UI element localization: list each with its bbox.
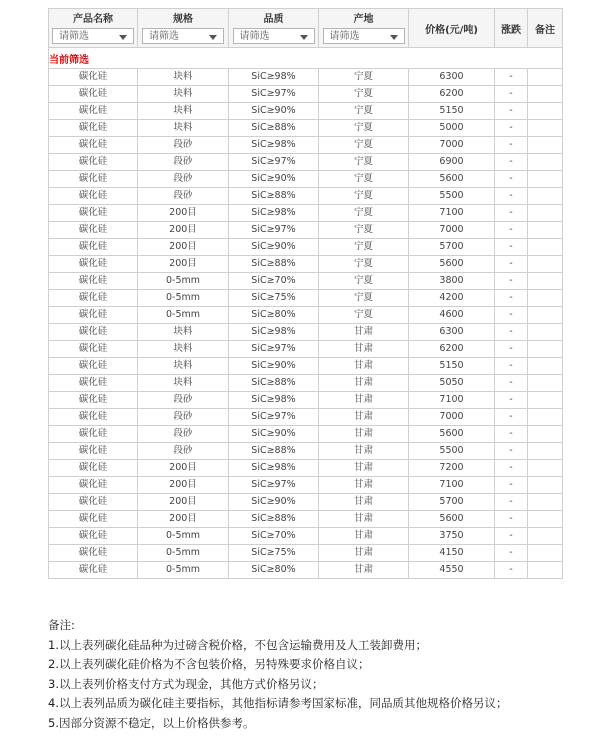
cell-quality: SiC≥90%: [229, 358, 319, 375]
cell-change: -: [495, 443, 528, 460]
cell-product: 碳化硅: [49, 409, 138, 426]
cell-quality: SiC≥90%: [229, 239, 319, 256]
cell-quality: SiC≥70%: [229, 528, 319, 545]
cell-price: 7100: [409, 392, 495, 409]
cell-spec: 块料: [138, 324, 229, 341]
table-row: [49, 494, 563, 511]
cell-origin: 宁夏: [319, 273, 409, 290]
cell-remark: [528, 222, 563, 239]
table-row: [49, 103, 563, 120]
cell-change: -: [495, 477, 528, 494]
cell-remark: [528, 69, 563, 86]
cell-change: -: [495, 69, 528, 86]
cell-origin: 甘肃: [319, 460, 409, 477]
cell-origin: 宁夏: [319, 290, 409, 307]
cell-price: 4150: [409, 545, 495, 562]
cell-product: 碳化硅: [49, 86, 138, 103]
cell-price: 4200: [409, 290, 495, 307]
cell-price: 4600: [409, 307, 495, 324]
header-product: [49, 9, 138, 48]
filter-origin-select[interactable]: [323, 28, 405, 44]
cell-quality: SiC≥88%: [229, 443, 319, 460]
cell-remark: [528, 375, 563, 392]
table-row: [49, 205, 563, 222]
cell-origin: 甘肃: [319, 324, 409, 341]
cell-change: -: [495, 188, 528, 205]
cell-price: 7000: [409, 137, 495, 154]
filter-origin-value: 请筛选: [329, 30, 360, 42]
cell-remark: [528, 545, 563, 562]
cell-origin: 宁夏: [319, 154, 409, 171]
cell-product: 碳化硅: [49, 290, 138, 307]
header-quality-label: 品质: [263, 13, 284, 25]
cell-remark: [528, 103, 563, 120]
cell-product: 碳化硅: [49, 69, 138, 86]
cell-quality: SiC≥97%: [229, 409, 319, 426]
cell-spec: 200目: [138, 460, 229, 477]
chevron-down-icon: [209, 35, 217, 40]
cell-quality: SiC≥97%: [229, 477, 319, 494]
cell-remark: [528, 562, 563, 579]
cell-spec: 块料: [138, 69, 229, 86]
cell-change: -: [495, 341, 528, 358]
cell-spec: 200目: [138, 494, 229, 511]
cell-quality: SiC≥97%: [229, 154, 319, 171]
cell-origin: 甘肃: [319, 511, 409, 528]
cell-spec: 段砂: [138, 426, 229, 443]
cell-spec: 0-5mm: [138, 528, 229, 545]
cell-quality: SiC≥98%: [229, 324, 319, 341]
table-row: [49, 392, 563, 409]
cell-spec: 200目: [138, 511, 229, 528]
cell-product: 碳化硅: [49, 562, 138, 579]
cell-spec: 200目: [138, 205, 229, 222]
table-row: [49, 154, 563, 171]
cell-remark: [528, 188, 563, 205]
table-row: [49, 307, 563, 324]
cell-change: -: [495, 205, 528, 222]
cell-change: -: [495, 358, 528, 375]
note-item: 3.以上表列价格支付方式为现金，其他方式价格另议；: [48, 676, 324, 691]
table-row: [49, 273, 563, 290]
cell-price: 6900: [409, 154, 495, 171]
notes-title: 备注:: [48, 618, 75, 632]
cell-change: -: [495, 103, 528, 120]
cell-product: 碳化硅: [49, 205, 138, 222]
cell-origin: 甘肃: [319, 528, 409, 545]
cell-change: -: [495, 494, 528, 511]
table-row: [49, 239, 563, 256]
cell-quality: SiC≥80%: [229, 307, 319, 324]
cell-spec: 块料: [138, 358, 229, 375]
cell-spec: 块料: [138, 375, 229, 392]
filter-spec-select[interactable]: [142, 28, 224, 44]
cell-remark: [528, 324, 563, 341]
cell-change: -: [495, 511, 528, 528]
cell-quality: SiC≥88%: [229, 188, 319, 205]
table-row: [49, 290, 563, 307]
header-spec: [138, 9, 229, 48]
table-row: [49, 528, 563, 545]
table-row: [49, 511, 563, 528]
cell-product: 碳化硅: [49, 426, 138, 443]
cell-quality: SiC≥80%: [229, 562, 319, 579]
cell-spec: 0-5mm: [138, 545, 229, 562]
current-filter-label: 当前筛选: [49, 48, 563, 69]
cell-product: 碳化硅: [49, 392, 138, 409]
cell-product: 碳化硅: [49, 545, 138, 562]
table-row: [49, 69, 563, 86]
cell-change: -: [495, 460, 528, 477]
cell-product: 碳化硅: [49, 324, 138, 341]
cell-spec: 段砂: [138, 154, 229, 171]
cell-remark: [528, 137, 563, 154]
cell-product: 碳化硅: [49, 307, 138, 324]
table-row: [49, 171, 563, 188]
cell-change: -: [495, 409, 528, 426]
cell-quality: SiC≥98%: [229, 205, 319, 222]
cell-remark: [528, 443, 563, 460]
table-row: [49, 562, 563, 579]
cell-quality: SiC≥88%: [229, 375, 319, 392]
cell-product: 碳化硅: [49, 222, 138, 239]
table-row: [49, 545, 563, 562]
cell-spec: 0-5mm: [138, 307, 229, 324]
cell-origin: 甘肃: [319, 426, 409, 443]
cell-spec: 块料: [138, 86, 229, 103]
table-row: [49, 341, 563, 358]
cell-change: -: [495, 307, 528, 324]
table-row: [49, 375, 563, 392]
cell-quality: SiC≥75%: [229, 290, 319, 307]
cell-spec: 200目: [138, 256, 229, 273]
cell-price: 6200: [409, 341, 495, 358]
cell-remark: [528, 426, 563, 443]
cell-product: 碳化硅: [49, 188, 138, 205]
cell-quality: SiC≥97%: [229, 86, 319, 103]
cell-spec: 0-5mm: [138, 273, 229, 290]
cell-origin: 宁夏: [319, 239, 409, 256]
cell-remark: [528, 239, 563, 256]
cell-origin: 甘肃: [319, 392, 409, 409]
cell-remark: [528, 154, 563, 171]
cell-price: 6300: [409, 324, 495, 341]
cell-product: 碳化硅: [49, 494, 138, 511]
cell-spec: 0-5mm: [138, 290, 229, 307]
cell-remark: [528, 290, 563, 307]
cell-origin: 甘肃: [319, 494, 409, 511]
filter-quality-value: 请筛选: [239, 30, 270, 42]
cell-origin: 甘肃: [319, 545, 409, 562]
cell-quality: SiC≥90%: [229, 494, 319, 511]
cell-origin: 宁夏: [319, 188, 409, 205]
cell-change: -: [495, 222, 528, 239]
note-item: 2.以上表列碳化硅价格为不含包装价格，另特殊要求价格自议；: [48, 657, 370, 671]
cell-price: 4550: [409, 562, 495, 579]
cell-origin: 宁夏: [319, 86, 409, 103]
cell-quality: SiC≥98%: [229, 460, 319, 477]
header-change: 涨跌: [495, 9, 528, 48]
cell-change: -: [495, 290, 528, 307]
cell-price: 5000: [409, 120, 495, 137]
cell-remark: [528, 511, 563, 528]
table-row: [49, 256, 563, 273]
cell-product: 碳化硅: [49, 154, 138, 171]
cell-quality: SiC≥90%: [229, 171, 319, 188]
cell-change: -: [495, 154, 528, 171]
table-row: [49, 222, 563, 239]
cell-spec: 段砂: [138, 409, 229, 426]
cell-origin: 甘肃: [319, 443, 409, 460]
cell-price: 5150: [409, 103, 495, 120]
cell-price: 5150: [409, 358, 495, 375]
cell-change: -: [495, 171, 528, 188]
cell-remark: [528, 392, 563, 409]
cell-product: 碳化硅: [49, 375, 138, 392]
table-row: [49, 426, 563, 443]
cell-change: -: [495, 545, 528, 562]
cell-spec: 段砂: [138, 443, 229, 460]
cell-spec: 块料: [138, 103, 229, 120]
filter-quality-select[interactable]: [233, 28, 315, 44]
chevron-down-icon: [300, 35, 308, 40]
filter-spec-value: 请筛选: [149, 30, 179, 42]
cell-price: 7000: [409, 222, 495, 239]
cell-remark: [528, 528, 563, 545]
cell-product: 碳化硅: [49, 239, 138, 256]
table-row: [49, 120, 563, 137]
cell-change: -: [495, 324, 528, 341]
cell-spec: 200目: [138, 477, 229, 494]
cell-origin: 宁夏: [319, 307, 409, 324]
cell-spec: 200目: [138, 222, 229, 239]
cell-quality: SiC≥98%: [229, 137, 319, 154]
cell-origin: 甘肃: [319, 477, 409, 494]
table-header-row: [49, 9, 563, 48]
cell-price: 6200: [409, 86, 495, 103]
cell-quality: SiC≥88%: [229, 511, 319, 528]
cell-change: -: [495, 392, 528, 409]
cell-product: 碳化硅: [49, 273, 138, 290]
table-row: [49, 137, 563, 154]
cell-spec: 段砂: [138, 188, 229, 205]
table-row: [49, 86, 563, 103]
header-product-label: 产品名称: [73, 13, 113, 25]
cell-spec: 块料: [138, 120, 229, 137]
cell-origin: 甘肃: [319, 341, 409, 358]
cell-remark: [528, 409, 563, 426]
cell-price: 3750: [409, 528, 495, 545]
table-row: [49, 324, 563, 341]
cell-price: 7100: [409, 477, 495, 494]
cell-origin: 宁夏: [319, 137, 409, 154]
notes-list: [48, 636, 564, 734]
cell-quality: SiC≥90%: [229, 426, 319, 443]
cell-spec: 段砂: [138, 392, 229, 409]
cell-spec: 块料: [138, 341, 229, 358]
cell-remark: [528, 494, 563, 511]
cell-product: 碳化硅: [49, 120, 138, 137]
cell-price: 5500: [409, 188, 495, 205]
cell-quality: SiC≥88%: [229, 256, 319, 273]
cell-origin: 宁夏: [319, 103, 409, 120]
cell-product: 碳化硅: [49, 511, 138, 528]
cell-remark: [528, 205, 563, 222]
cell-price: 5600: [409, 256, 495, 273]
cell-product: 碳化硅: [49, 528, 138, 545]
table-row: [49, 358, 563, 375]
header-quality: [229, 9, 319, 48]
note-item: 1.以上表列碳化硅品种为过磅含税价格，不包含运输费用及人工装卸费用；: [48, 637, 427, 652]
cell-remark: [528, 477, 563, 494]
cell-change: -: [495, 273, 528, 290]
cell-remark: [528, 307, 563, 324]
cell-change: -: [495, 375, 528, 392]
cell-price: 7000: [409, 409, 495, 426]
cell-product: 碳化硅: [49, 103, 138, 120]
cell-origin: 宁夏: [319, 205, 409, 222]
price-table: [48, 8, 563, 579]
cell-price: 7100: [409, 205, 495, 222]
cell-quality: SiC≥97%: [229, 222, 319, 239]
cell-price: 5700: [409, 494, 495, 511]
chevron-down-icon: [119, 35, 127, 40]
cell-remark: [528, 273, 563, 290]
cell-change: -: [495, 528, 528, 545]
table-row: [49, 409, 563, 426]
cell-price: 5050: [409, 375, 495, 392]
cell-product: 碳化硅: [49, 358, 138, 375]
cell-change: -: [495, 562, 528, 579]
header-spec-label: 规格: [173, 13, 193, 25]
table-row: [49, 460, 563, 477]
cell-change: -: [495, 86, 528, 103]
cell-origin: 宁夏: [319, 69, 409, 86]
cell-origin: 甘肃: [319, 358, 409, 375]
cell-spec: 段砂: [138, 137, 229, 154]
cell-spec: 0-5mm: [138, 562, 229, 579]
cell-remark: [528, 86, 563, 103]
cell-quality: SiC≥75%: [229, 545, 319, 562]
note-item: 4.以上表列品质为碳化硅主要指标，其他指标请参考国家标准，同品质其他规格价格另议；: [48, 696, 508, 710]
cell-price: 6300: [409, 69, 495, 86]
cell-quality: SiC≥90%: [229, 103, 319, 120]
cell-price: 5700: [409, 239, 495, 256]
cell-change: -: [495, 137, 528, 154]
cell-spec: 200目: [138, 239, 229, 256]
cell-product: 碳化硅: [49, 341, 138, 358]
table-row: [49, 188, 563, 205]
cell-product: 碳化硅: [49, 171, 138, 188]
filter-product-select[interactable]: [52, 28, 134, 44]
cell-origin: 甘肃: [319, 409, 409, 426]
cell-remark: [528, 171, 563, 188]
cell-change: -: [495, 239, 528, 256]
cell-quality: SiC≥97%: [229, 341, 319, 358]
cell-remark: [528, 341, 563, 358]
cell-quality: SiC≥98%: [229, 69, 319, 86]
cell-product: 碳化硅: [49, 460, 138, 477]
cell-price: 7200: [409, 460, 495, 477]
table-row: [49, 443, 563, 460]
cell-product: 碳化硅: [49, 477, 138, 494]
cell-origin: 宁夏: [319, 256, 409, 273]
cell-quality: SiC≥70%: [229, 273, 319, 290]
cell-product: 碳化硅: [49, 137, 138, 154]
cell-origin: 宁夏: [319, 171, 409, 188]
cell-quality: SiC≥98%: [229, 392, 319, 409]
cell-remark: [528, 358, 563, 375]
cell-origin: 甘肃: [319, 562, 409, 579]
cell-remark: [528, 460, 563, 477]
header-price: 价格(元/吨): [409, 9, 495, 48]
header-remark: 备注: [528, 9, 563, 48]
chevron-down-icon: [390, 35, 398, 40]
header-origin-label: 产地: [353, 13, 374, 25]
filter-product-value: 请筛选: [59, 30, 89, 42]
cell-product: 碳化硅: [49, 443, 138, 460]
cell-change: -: [495, 120, 528, 137]
note-item: 5.因部分资源不稳定，以上价格供参考。: [48, 715, 255, 730]
cell-remark: [528, 120, 563, 137]
cell-origin: 宁夏: [319, 222, 409, 239]
cell-change: -: [495, 426, 528, 443]
cell-price: 5500: [409, 443, 495, 460]
table-row: [49, 477, 563, 494]
cell-origin: 甘肃: [319, 375, 409, 392]
cell-change: -: [495, 256, 528, 273]
cell-price: 5600: [409, 171, 495, 188]
cell-price: 3800: [409, 273, 495, 290]
notes-section: [48, 616, 564, 733]
cell-price: 5600: [409, 426, 495, 443]
current-filter-row: [49, 48, 563, 69]
header-origin: [319, 9, 409, 48]
cell-price: 5600: [409, 511, 495, 528]
cell-quality: SiC≥88%: [229, 120, 319, 137]
cell-product: 碳化硅: [49, 256, 138, 273]
cell-remark: [528, 256, 563, 273]
cell-origin: 宁夏: [319, 120, 409, 137]
cell-spec: 段砂: [138, 171, 229, 188]
